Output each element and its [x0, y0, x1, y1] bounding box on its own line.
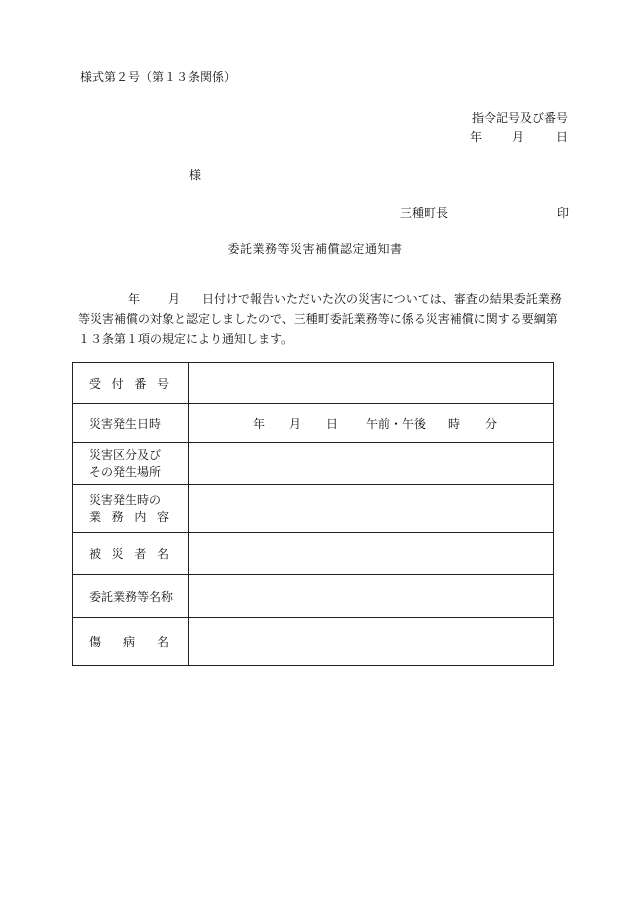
- addressee-suffix: 様: [189, 168, 202, 182]
- datetime-ampm-label: 午前・午後: [366, 417, 427, 431]
- date-month-label: 月: [512, 130, 525, 144]
- issuer-name: 三種町長: [400, 206, 449, 220]
- body-line-3: １３条第１項の規定により通知します。: [78, 332, 294, 346]
- contract-work-name-value[interactable]: [189, 575, 554, 618]
- datetime-hour-label: 時: [448, 417, 461, 431]
- body-line-2: 等災害補償の対象と認定しましたので、三種町委託業務等に係る災害補償に関する要綱第: [78, 312, 558, 326]
- accident-category-label: 災害区分及び その発生場所: [73, 443, 189, 485]
- victim-name-label: 被 災 者 名: [73, 533, 189, 575]
- body-line-1: [78, 289, 562, 309]
- table-row-victim-name: [73, 533, 554, 575]
- accident-category-value[interactable]: [189, 443, 554, 485]
- injury-name-value[interactable]: [189, 618, 554, 666]
- body-line-1-text: 日付けで報告いただいた次の災害については、審査の結果委託業務: [202, 292, 562, 306]
- accident-details-table: [72, 362, 554, 666]
- receipt-number-label: 受 付 番 号: [73, 363, 189, 404]
- date-day-label: 日: [556, 130, 569, 144]
- seal-mark: 印: [557, 206, 570, 220]
- work-content-label: 災害発生時の 業 務 内 容: [73, 485, 189, 533]
- body-month-label: 月: [168, 292, 181, 306]
- contract-work-name-label: 委託業務等名称: [73, 575, 189, 618]
- date-year-label: 年: [470, 130, 483, 144]
- issue-date: [470, 128, 568, 142]
- directive-number-label: 指令記号及び番号: [471, 111, 568, 125]
- datetime-day-label: 日: [326, 417, 339, 431]
- accident-datetime-label: 災害発生日時: [73, 404, 189, 443]
- table-row-receipt-number: [73, 363, 554, 404]
- table-row-accident-datetime: [73, 404, 554, 443]
- table-row-accident-category: [73, 443, 554, 485]
- datetime-minute-label: 分: [485, 417, 498, 431]
- work-content-value[interactable]: [189, 485, 554, 533]
- table-row-contract-work-name: [73, 575, 554, 618]
- datetime-year-label: 年: [253, 417, 266, 431]
- body-year-label: 年: [128, 292, 141, 306]
- datetime-month-label: 月: [289, 417, 302, 431]
- document-title: 委託業務等災害補償認定通知書: [227, 242, 403, 256]
- table-row-work-content: [73, 485, 554, 533]
- notice-body: [78, 289, 562, 349]
- table-row-injury-name: [73, 618, 554, 666]
- victim-name-value[interactable]: [189, 533, 554, 575]
- form-number: 様式第２号（第１３条関係）: [80, 70, 237, 84]
- accident-datetime-value[interactable]: [189, 404, 554, 443]
- injury-name-label: 傷 病 名: [73, 618, 189, 666]
- receipt-number-value[interactable]: [189, 363, 554, 404]
